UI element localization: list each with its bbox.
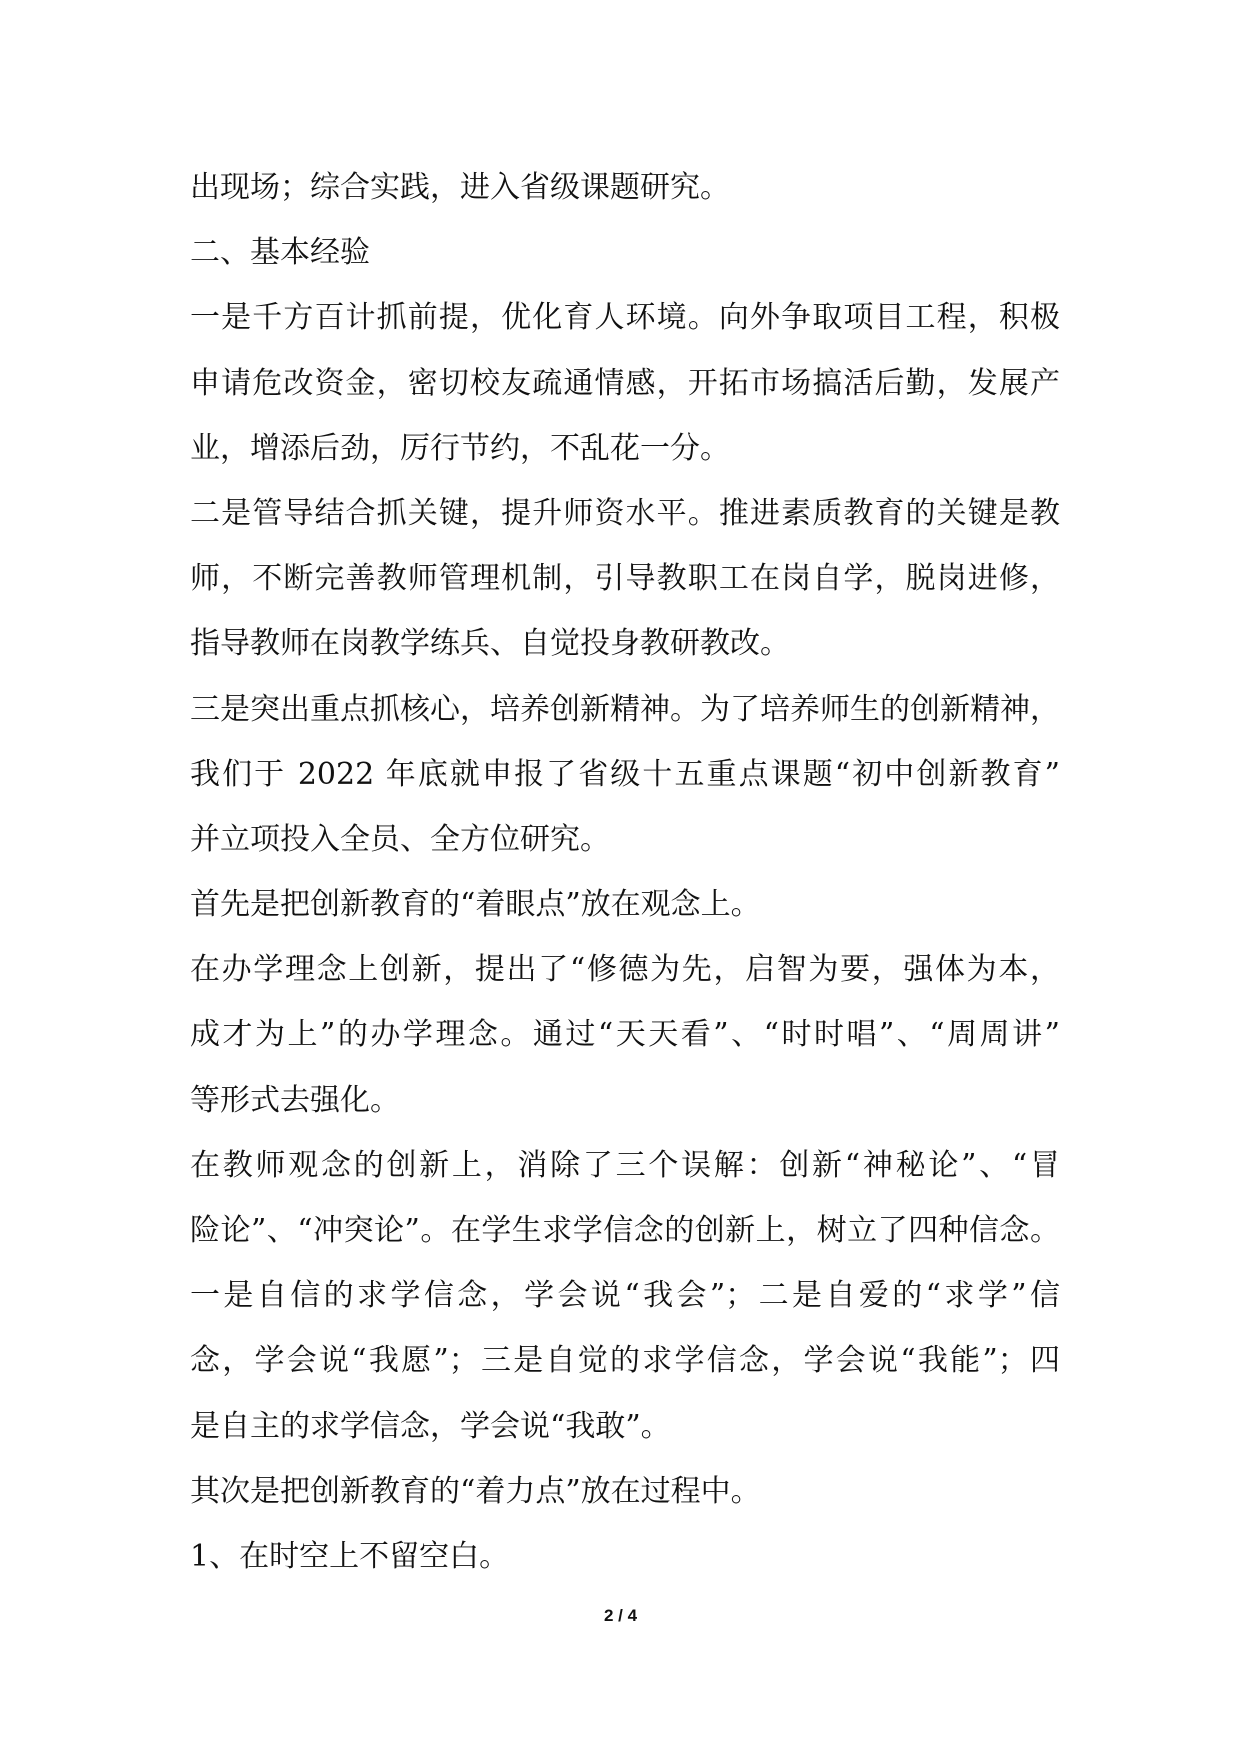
text-line: 成才为上”的办学理念。通过“天天看”、“时时唱”、“周周讲” bbox=[190, 1017, 1060, 1053]
text-line: 并立项投入全员、全方位研究。 bbox=[190, 821, 610, 857]
text-line: 申请危改资金，密切校友疏通情感，开拓市场搞活后勤，发展产 bbox=[190, 365, 1060, 401]
text-line: 我们于 2022 年底就申报了省级十五重点课题“初中创新教育” bbox=[190, 756, 1060, 792]
text-line: 一是自信的求学信念，学会说“我会”；二是自爱的“求学”信 bbox=[190, 1278, 1060, 1314]
text-line: 在教师观念的创新上，消除了三个误解：创新“神秘论”、“冒 bbox=[190, 1147, 1060, 1183]
text-line: 二是管导结合抓关键，提升师资水平。推进素质教育的关键是教 bbox=[190, 495, 1060, 531]
text-line: 是自主的求学信念，学会说“我敢”。 bbox=[190, 1408, 671, 1444]
text-line: 业，增添后劲，厉行节约，不乱花一分。 bbox=[190, 430, 730, 466]
text-line: 其次是把创新教育的“着力点”放在过程中。 bbox=[190, 1473, 761, 1509]
text-line: 一是千方百计抓前提，优化育人环境。向外争取项目工程，积极 bbox=[190, 300, 1060, 336]
document-body bbox=[190, 155, 1060, 1589]
page-number: 2 / 4 bbox=[603, 1606, 638, 1625]
text-line: 指导教师在岗教学练兵、自觉投身教研教改。 bbox=[190, 626, 790, 662]
section-heading: 二、基本经验 bbox=[190, 235, 370, 271]
text-line: 出现场；综合实践，进入省级课题研究。 bbox=[190, 170, 730, 205]
text-line: 首先是把创新教育的“着眼点”放在观念上。 bbox=[190, 887, 761, 923]
text-line: 险论”、“冲突论”。在学生求学信念的创新上，树立了四种信念。 bbox=[190, 1213, 1060, 1248]
text-line: 师，不断完善教师管理机制，引导教职工在岗自学，脱岗进修， bbox=[190, 561, 1060, 597]
text-line: 念，学会说“我愿”；三是自觉的求学信念，学会说“我能”；四 bbox=[190, 1343, 1060, 1379]
text-line: 等形式去强化。 bbox=[190, 1082, 400, 1118]
text-line: 在办学理念上创新，提出了“修德为先，启智为要，强体为本， bbox=[190, 952, 1060, 988]
text-line: 1、在时空上不留空白。 bbox=[190, 1538, 510, 1574]
text-line: 三是突出重点抓核心，培养创新精神。为了培养师生的创新精神， bbox=[190, 691, 1060, 727]
